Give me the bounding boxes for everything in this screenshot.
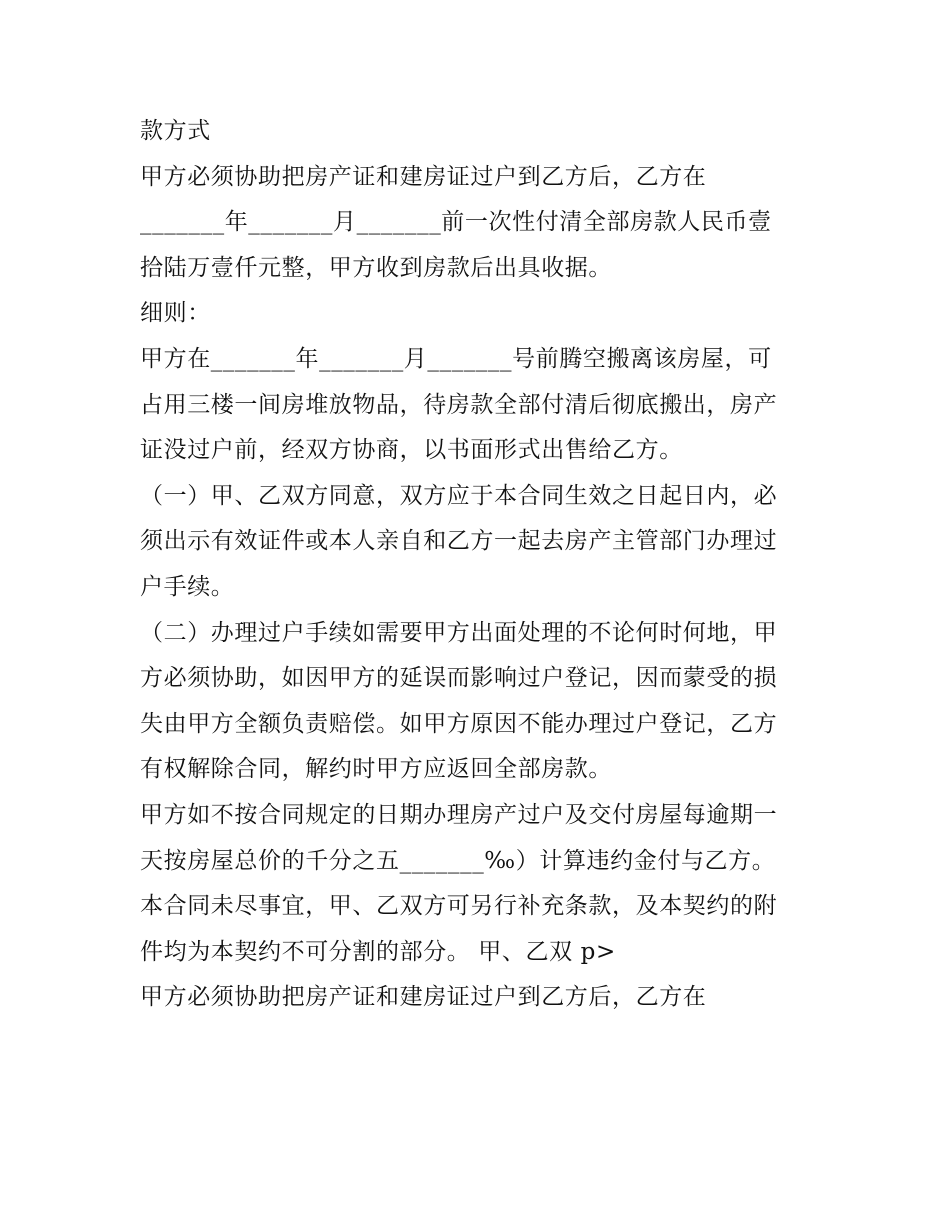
text-line: 占用三楼一间房堆放物品，待房款全部付清后彻底搬出，房产	[140, 391, 778, 418]
text-line: 甲方必须协助把房产证和建房证过户到乙方后，乙方在	[140, 163, 707, 190]
text-line: 甲方在_______年_______月_______号前腾空搬离该房屋，可	[140, 345, 772, 372]
text-line: （二）办理过户手续如需要甲方出面处理的不论何时何地，甲	[140, 619, 778, 646]
text-line: 须出示有效证件或本人亲自和乙方一起去房产主管部门办理过	[140, 528, 778, 555]
text-line: 户手续。	[140, 573, 235, 600]
text-line: 本合同未尽事宜，甲、乙双方可另行补充条款，及本契约的附	[140, 893, 778, 920]
text-line: 证没过户前，经双方协商，以书面形式出售给乙方。	[140, 437, 683, 464]
text-line: 甲方必须协助把房产证和建房证过户到乙方后，乙方在	[140, 984, 707, 1011]
text-line: （一）甲、乙双方同意，双方应于本合同生效之日起日内，必	[140, 482, 778, 509]
text-line: 失由甲方全额负责赔偿。如甲方原因不能办理过户登记，乙方	[140, 710, 778, 737]
text-line: _______年_______月_______前一次性付清全部房款人民币壹	[140, 209, 772, 236]
text-line: 有权解除合同，解约时甲方应返回全部房款。	[140, 756, 612, 783]
text-line: 细则：	[140, 300, 211, 327]
text-line: 方必须协助，如因甲方的延误而影响过户登记，因而蒙受的损	[140, 665, 778, 692]
text-line: 天按房屋总价的千分之五_______‰）计算违约金付与乙方。	[140, 847, 776, 874]
text-line: 件均为本契约不可分割的部分。 甲、乙双 p>	[140, 938, 616, 965]
text-line: 拾陆万壹仟元整，甲方收到房款后出具收据。	[140, 254, 612, 281]
text-line: 甲方如不按合同规定的日期办理房产过户及交付房屋每逾期一	[140, 801, 778, 828]
text-line: 款方式	[140, 118, 211, 144]
contract-text	[140, 109, 830, 1021]
